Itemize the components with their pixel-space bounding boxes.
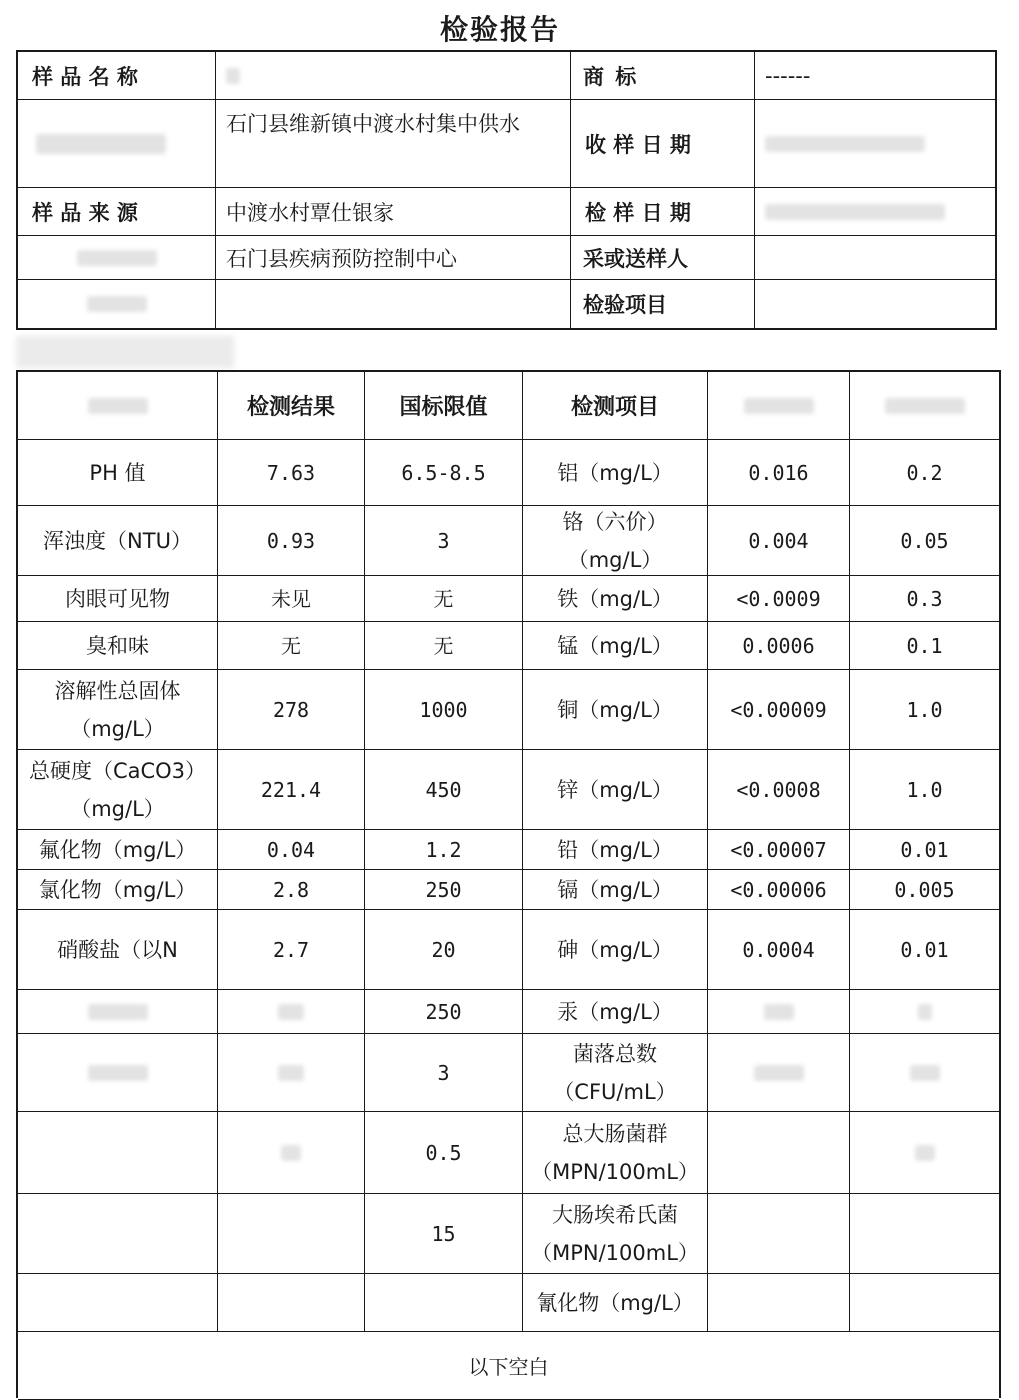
cell-text: 氯化物（mg/L） bbox=[38, 877, 197, 902]
cell-text: 3 bbox=[437, 1060, 450, 1085]
result-cell-r13-c3 bbox=[523, 1194, 708, 1274]
cell-text: 450 bbox=[425, 777, 462, 802]
cell-text: <0.00009 bbox=[730, 697, 827, 722]
cell-text: <0.0009 bbox=[736, 586, 821, 611]
cell-text: 0.3 bbox=[906, 586, 943, 611]
row5-label-blurred bbox=[18, 280, 216, 328]
sender-label: 采或送样人 bbox=[571, 236, 755, 280]
cell-text: 无 bbox=[433, 586, 454, 611]
result-cell-r1-c5 bbox=[850, 440, 999, 506]
header-cell-0 bbox=[18, 372, 218, 440]
result-cell-r4-c4 bbox=[708, 622, 850, 670]
cell-text: 3 bbox=[437, 528, 450, 553]
result-cell-r2-c4 bbox=[708, 506, 850, 576]
result-cell-r13-c4 bbox=[708, 1194, 850, 1274]
brand-label: 商 标 bbox=[571, 52, 755, 100]
result-cell-r11-c3 bbox=[523, 1034, 708, 1112]
redacted-mark bbox=[278, 1065, 304, 1081]
cell-text: 大肠埃希氏菌 （MPN/100mL） bbox=[531, 1202, 699, 1265]
test-date-label: 检 样 日 期 bbox=[571, 188, 755, 236]
result-cell-r9-c0 bbox=[18, 910, 218, 990]
cell-text: 汞（mg/L） bbox=[557, 999, 673, 1024]
result-cell-r7-c1 bbox=[218, 830, 365, 870]
result-cell-r10-c5 bbox=[850, 990, 999, 1034]
result-cell-r6-c1 bbox=[218, 750, 365, 830]
result-cell-r4-c0 bbox=[18, 622, 218, 670]
redacted-mark bbox=[88, 1065, 148, 1081]
cell-text: 0.004 bbox=[748, 528, 809, 553]
cell-text: 氟化物（mg/L） bbox=[38, 837, 197, 862]
result-cell-r7-c3 bbox=[523, 830, 708, 870]
header-cell-5 bbox=[850, 372, 999, 440]
result-cell-r14-c1 bbox=[218, 1274, 365, 1332]
header-label: 检测结果 bbox=[246, 395, 335, 420]
cell-text: 15 bbox=[431, 1221, 456, 1246]
result-cell-r7-c0 bbox=[18, 830, 218, 870]
result-cell-r12-c0 bbox=[18, 1112, 218, 1194]
cell-text: 菌落总数 （CFU/mL） bbox=[553, 1041, 677, 1104]
cell-text: 0.0004 bbox=[742, 937, 815, 962]
result-cell-r14-c3 bbox=[523, 1274, 708, 1332]
cell-text: 铁（mg/L） bbox=[557, 586, 673, 611]
result-cell-r4-c3 bbox=[523, 622, 708, 670]
cell-text: 221.4 bbox=[260, 777, 322, 802]
redacted-mark bbox=[918, 1004, 932, 1020]
result-cell-r2-c2 bbox=[365, 506, 523, 576]
cell-text: <0.00007 bbox=[730, 837, 827, 862]
result-cell-r11-c0 bbox=[18, 1034, 218, 1112]
cell-text: 20 bbox=[431, 937, 456, 962]
result-cell-r4-c1 bbox=[218, 622, 365, 670]
redacted-mark bbox=[915, 1145, 935, 1161]
row2-label-blurred bbox=[18, 100, 216, 188]
redacted-mark bbox=[88, 1004, 148, 1020]
result-cell-r2-c3 bbox=[523, 506, 708, 576]
result-cell-r14-c5 bbox=[850, 1274, 999, 1332]
cell-text: 278 bbox=[272, 697, 310, 722]
result-cell-r7-c5 bbox=[850, 830, 999, 870]
result-cell-r9-c4 bbox=[708, 910, 850, 990]
cell-text: 硝酸盐（以N bbox=[57, 937, 178, 962]
redacted-mark bbox=[88, 398, 148, 414]
result-cell-r13-c1 bbox=[218, 1194, 365, 1274]
cell-text: 总硬度（CaCO3） （mg/L） bbox=[28, 758, 207, 821]
cell-text: PH 值 bbox=[89, 460, 146, 485]
cell-text: 6.5-8.5 bbox=[401, 460, 486, 485]
cell-text: 无 bbox=[281, 633, 301, 658]
result-cell-r3-c1 bbox=[218, 576, 365, 622]
source-value: 中渡水村覃仕银家 bbox=[216, 188, 571, 236]
cell-text: 铅（mg/L） bbox=[557, 837, 673, 862]
cell-text: 镉（mg/L） bbox=[557, 877, 673, 902]
result-cell-r1-c4 bbox=[708, 440, 850, 506]
result-cell-r8-c3 bbox=[523, 870, 708, 910]
result-cell-r14-c4 bbox=[708, 1274, 850, 1332]
cell-text: 250 bbox=[425, 877, 462, 902]
result-cell-r9-c5 bbox=[850, 910, 999, 990]
result-cell-r1-c0 bbox=[18, 440, 218, 506]
redacted-mark bbox=[885, 398, 965, 414]
cell-text: 1000 bbox=[419, 697, 468, 722]
result-cell-r5-c5 bbox=[850, 670, 999, 750]
cell-text: 1.0 bbox=[906, 777, 943, 802]
cell-text: 铜（mg/L） bbox=[557, 697, 673, 722]
result-cell-r5-c3 bbox=[523, 670, 708, 750]
info-table bbox=[16, 50, 997, 330]
result-cell-r3-c3 bbox=[523, 576, 708, 622]
cell-text: 0.1 bbox=[906, 633, 943, 658]
cell-text: 0.01 bbox=[900, 937, 949, 962]
items-value bbox=[755, 280, 995, 328]
result-cell-r5-c4 bbox=[708, 670, 850, 750]
cell-text: 未见 bbox=[271, 586, 311, 611]
result-cell-r8-c2 bbox=[365, 870, 523, 910]
brand-value: ------ bbox=[755, 52, 995, 100]
redacted-mark bbox=[764, 1004, 794, 1020]
cell-text: 溶解性总固体 （mg/L） bbox=[54, 678, 181, 741]
result-cell-r9-c3 bbox=[523, 910, 708, 990]
cell-text: 1.2 bbox=[425, 837, 462, 862]
cell-text: 0.2 bbox=[906, 460, 943, 485]
result-cell-r13-c2 bbox=[365, 1194, 523, 1274]
result-cell-r12-c3 bbox=[523, 1112, 708, 1194]
cell-text: 0.93 bbox=[266, 528, 316, 553]
row4-label-blurred bbox=[18, 236, 216, 280]
cell-text: 浑浊度（NTU） bbox=[43, 528, 192, 553]
result-cell-r10-c0 bbox=[18, 990, 218, 1034]
result-cell-r6-c5 bbox=[850, 750, 999, 830]
cell-text: 0.05 bbox=[900, 528, 949, 553]
result-cell-r10-c1 bbox=[218, 990, 365, 1034]
header-label: 检测项目 bbox=[570, 395, 659, 420]
cell-text: <0.0008 bbox=[736, 777, 821, 802]
cell-text: 2.7 bbox=[272, 937, 310, 962]
cell-text: 1.0 bbox=[906, 697, 943, 722]
header-cell-1 bbox=[218, 372, 365, 440]
result-cell-r1-c2 bbox=[365, 440, 523, 506]
sample-name-value bbox=[216, 52, 571, 100]
result-cell-r6-c3 bbox=[523, 750, 708, 830]
result-cell-r13-c5 bbox=[850, 1194, 999, 1274]
result-cell-r3-c4 bbox=[708, 576, 850, 622]
cell-text: 无 bbox=[433, 633, 454, 658]
result-cell-r8-c5 bbox=[850, 870, 999, 910]
cell-text: 250 bbox=[425, 999, 462, 1024]
header-cell-3 bbox=[523, 372, 708, 440]
cell-text: 锌（mg/L） bbox=[557, 777, 673, 802]
result-cell-r12-c5 bbox=[850, 1112, 999, 1194]
cell-text: 0.01 bbox=[900, 837, 949, 862]
header-cell-2 bbox=[365, 372, 523, 440]
cell-text: 肉眼可见物 bbox=[65, 586, 170, 611]
result-cell-r9-c2 bbox=[365, 910, 523, 990]
result-cell-r2-c0 bbox=[18, 506, 218, 576]
redacted-mark bbox=[754, 1065, 804, 1081]
result-cell-r14-c0 bbox=[18, 1274, 218, 1332]
redacted-mark bbox=[744, 398, 814, 414]
result-cell-r11-c1 bbox=[218, 1034, 365, 1112]
result-cell-r13-c0 bbox=[18, 1194, 218, 1274]
report-title: 检验报告 bbox=[439, 13, 560, 46]
cell-text: 2.8 bbox=[272, 877, 310, 902]
cell-text: 臭和味 bbox=[86, 633, 149, 658]
cell-text: 铬（六价） （mg/L） bbox=[562, 509, 668, 572]
source-label: 样 品 来 源 bbox=[18, 188, 216, 236]
row4-value: 石门县疾病预防控制中心 bbox=[216, 236, 571, 280]
cell-text: 7.63 bbox=[266, 460, 316, 485]
row5-value bbox=[216, 280, 571, 328]
result-cell-r6-c4 bbox=[708, 750, 850, 830]
cell-text: 0.005 bbox=[894, 877, 955, 902]
result-cell-r7-c2 bbox=[365, 830, 523, 870]
result-cell-r11-c5 bbox=[850, 1034, 999, 1112]
result-cell-r6-c0 bbox=[18, 750, 218, 830]
cell-text: <0.00006 bbox=[730, 877, 827, 902]
cell-text: 铝（mg/L） bbox=[557, 460, 673, 485]
result-cell-r8-c0 bbox=[18, 870, 218, 910]
result-cell-r5-c2 bbox=[365, 670, 523, 750]
result-cell-r14-c2 bbox=[365, 1274, 523, 1332]
cell-text: 0.04 bbox=[266, 837, 316, 862]
cell-text: 总大肠菌群 （MPN/100mL） bbox=[531, 1121, 699, 1184]
result-cell-r11-c4 bbox=[708, 1034, 850, 1112]
result-cell-r7-c4 bbox=[708, 830, 850, 870]
redacted-mark bbox=[278, 1004, 304, 1020]
result-cell-r2-c1 bbox=[218, 506, 365, 576]
result-cell-r10-c4 bbox=[708, 990, 850, 1034]
result-cell-r12-c2 bbox=[365, 1112, 523, 1194]
result-cell-r9-c1 bbox=[218, 910, 365, 990]
result-cell-r3-c2 bbox=[365, 576, 523, 622]
header-cell-4 bbox=[708, 372, 850, 440]
sample-name-label: 样 品 名 称 bbox=[18, 52, 216, 100]
result-cell-r8-c4 bbox=[708, 870, 850, 910]
result-cell-r5-c0 bbox=[18, 670, 218, 750]
result-cell-r2-c5 bbox=[850, 506, 999, 576]
footer-blank-note: 以下空白 bbox=[18, 1332, 999, 1400]
result-cell-r3-c0 bbox=[18, 576, 218, 622]
result-cell-r3-c5 bbox=[850, 576, 999, 622]
result-cell-r4-c5 bbox=[850, 622, 999, 670]
result-cell-r8-c1 bbox=[218, 870, 365, 910]
cell-text: 0.016 bbox=[748, 460, 809, 485]
cell-text: 0.0006 bbox=[742, 633, 815, 658]
result-cell-r11-c2 bbox=[365, 1034, 523, 1112]
sender-value bbox=[755, 236, 995, 280]
row2-value: 石门县维新镇中渡水村集中供水 bbox=[216, 100, 571, 188]
cell-text: 氰化物（mg/L） bbox=[536, 1290, 694, 1315]
results-table bbox=[16, 370, 1001, 1398]
test-date-value bbox=[755, 188, 995, 236]
result-cell-r10-c3 bbox=[523, 990, 708, 1034]
items-label: 检验项目 bbox=[571, 280, 755, 328]
result-cell-r1-c3 bbox=[523, 440, 708, 506]
blurred-gap bbox=[16, 336, 234, 368]
cell-text: 0.5 bbox=[425, 1140, 462, 1165]
header-label: 国标限值 bbox=[399, 395, 488, 420]
result-cell-r12-c4 bbox=[708, 1112, 850, 1194]
result-cell-r6-c2 bbox=[365, 750, 523, 830]
result-cell-r5-c1 bbox=[218, 670, 365, 750]
cell-text: 锰（mg/L） bbox=[557, 633, 673, 658]
result-cell-r4-c2 bbox=[365, 622, 523, 670]
result-cell-r1-c1 bbox=[218, 440, 365, 506]
receive-date-label: 收 样 日 期 bbox=[571, 100, 755, 188]
redacted-mark bbox=[281, 1145, 301, 1161]
result-cell-r12-c1 bbox=[218, 1112, 365, 1194]
redacted-mark bbox=[910, 1065, 940, 1081]
receive-date-value bbox=[755, 100, 995, 188]
cell-text: 砷（mg/L） bbox=[557, 937, 673, 962]
result-cell-r10-c2 bbox=[365, 990, 523, 1034]
